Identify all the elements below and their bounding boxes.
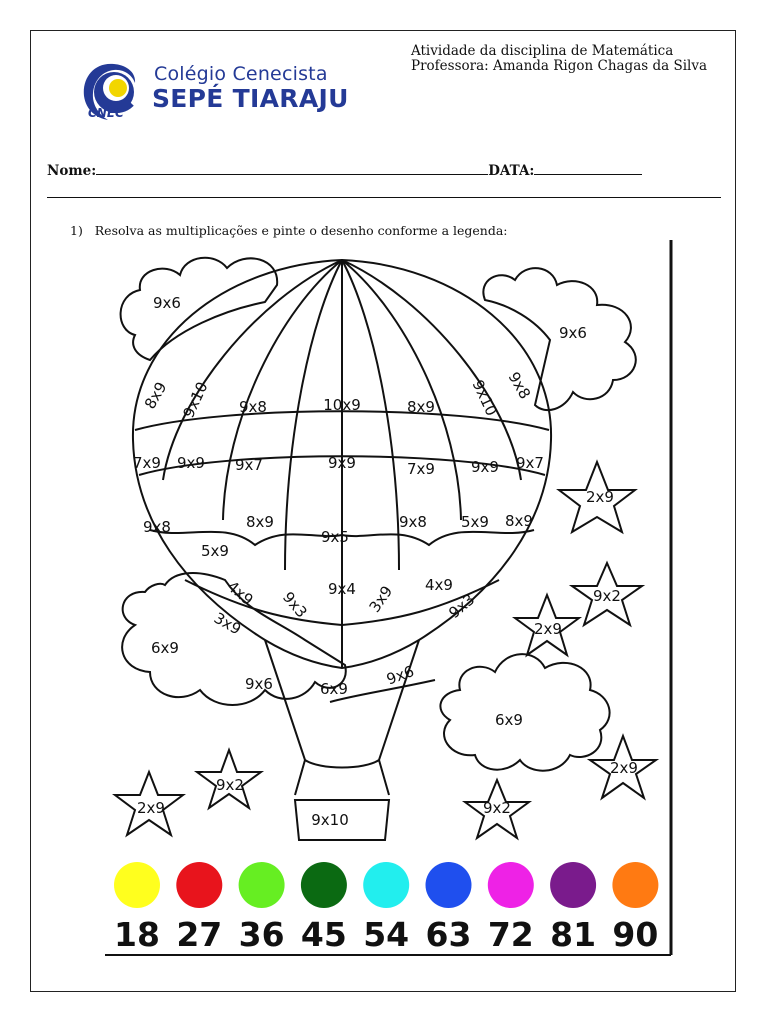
cloud-bottom-right-label: 6x9: [495, 711, 523, 729]
balloon-cell-top-5: 9x10: [468, 377, 501, 419]
teacher-line: Professora: Amanda Rigon Chagas da Silva: [411, 58, 708, 74]
question-text: Resolva as multiplicações e pinte o desenho conforme a legenda:: [94, 223, 508, 238]
cloud-middle-left-label: 6x9: [151, 639, 179, 657]
legend-number-18: 18: [114, 915, 160, 954]
balloon-cell-lower-0: 5x9: [201, 542, 229, 560]
balloon-cell-top-3: 10x9: [323, 396, 361, 414]
date-label: DATA:: [488, 163, 535, 179]
balloon-cell-middle-0: 9x8: [143, 518, 171, 536]
light-green-circle-icon: [239, 862, 285, 908]
cloud-top-left-label: 9x6: [153, 294, 181, 312]
logo-cnec-text: CNEC: [88, 106, 124, 120]
balloon-cell-band-3: 9x9: [328, 454, 356, 472]
balloon-cell-middle-4: 5x9: [461, 513, 489, 531]
balloon-cell-top-1: 9x10: [179, 379, 212, 421]
balloon-cell-lower-3: 9x4: [328, 580, 356, 598]
cloud-top-right-label: 9x6: [559, 324, 587, 342]
school-name-line1: Colégio Cenecista: [154, 63, 328, 85]
balloon-cell-lower-1: 4x9: [223, 577, 257, 610]
balloon-cell-band-4: 7x9: [407, 460, 435, 478]
coloring-drawing: [105, 240, 675, 958]
question-1: [70, 223, 508, 238]
legend-number-45: 45: [300, 915, 347, 954]
legend-number-81: 81: [550, 915, 597, 954]
magenta-circle-icon: [488, 862, 534, 908]
header-divider: [47, 197, 721, 198]
legend-number-36: 36: [238, 915, 285, 954]
balloon-cell-band-0: 7x9: [133, 454, 161, 472]
legend-number-63: 63: [425, 915, 472, 954]
balloon-drawing: [105, 240, 675, 958]
red-circle-icon: [176, 862, 222, 908]
purple-circle-icon: [550, 862, 596, 908]
balloon-cell-skirt-1: 6x9: [320, 680, 348, 698]
balloon-cell-band-6: 9x7: [516, 454, 544, 472]
name-label: Nome:: [47, 163, 97, 179]
cyan-circle-icon: [363, 862, 409, 908]
balloon-cell-band-5: 9x9: [471, 458, 499, 476]
name-date-row: [47, 162, 642, 179]
balloon-cell-lower-2: 9x3: [278, 588, 311, 622]
balloon-cell-middle-5: 8x9: [505, 512, 533, 530]
yellow-circle-icon: [114, 862, 160, 908]
balloon-cell-band-1: 9x9: [177, 454, 205, 472]
date-field[interactable]: [534, 162, 642, 175]
star-label-7: 9x2: [483, 799, 511, 817]
balloon-cell-top-6: 9x8: [504, 368, 535, 403]
legend-number-54: 54: [363, 915, 410, 954]
star-label-3: 2x9: [534, 620, 562, 638]
balloon-cell-lower-5: 4x9: [425, 576, 453, 594]
legend-number-90: 90: [612, 915, 659, 954]
school-logo: [78, 58, 368, 130]
question-number: 1): [70, 223, 83, 238]
star-label-1: 2x9: [586, 488, 614, 506]
header-info: [411, 44, 707, 74]
star-label-4: 2x9: [610, 759, 638, 777]
blue-circle-icon: [426, 862, 472, 908]
balloon-cell-top-4: 8x9: [407, 398, 435, 416]
balloon-cell-top-0: 8x9: [140, 378, 171, 413]
legend-number-72: 72: [487, 915, 534, 954]
cloud-bottom-right: [440, 654, 609, 771]
legend-number-27: 27: [176, 915, 223, 954]
dark-green-circle-icon: [301, 862, 347, 908]
balloon-cell-top-2: 9x8: [239, 398, 267, 416]
star-label-5: 9x2: [216, 776, 244, 794]
subject-line: Atividade da disciplina de Matemática: [411, 43, 674, 59]
star-label-2: 9x2: [593, 587, 621, 605]
orange-circle-icon: [612, 862, 658, 908]
balloon-cell-lower-4: 3x9: [365, 582, 397, 616]
name-field[interactable]: [96, 162, 488, 175]
school-name-line2: SEPÉ TIARAJU: [152, 84, 349, 113]
balloon-cell-lower-6: 9x3: [445, 590, 479, 623]
balloon-cell-middle-2: 9x5: [321, 528, 349, 546]
star-label-6: 2x9: [137, 799, 165, 817]
balloon-basket-label: 9x10: [311, 811, 349, 829]
balloon-cell-band-2: 9x7: [235, 456, 263, 474]
balloon-cell-skirt-2: 9x6: [384, 662, 417, 689]
balloon-cell-lower-b-0: 3x9: [210, 608, 245, 639]
balloon-cell-skirt-0: 9x6: [245, 675, 273, 693]
balloon-cell-middle-3: 9x8: [399, 513, 427, 531]
balloon-cell-middle-1: 8x9: [246, 513, 274, 531]
